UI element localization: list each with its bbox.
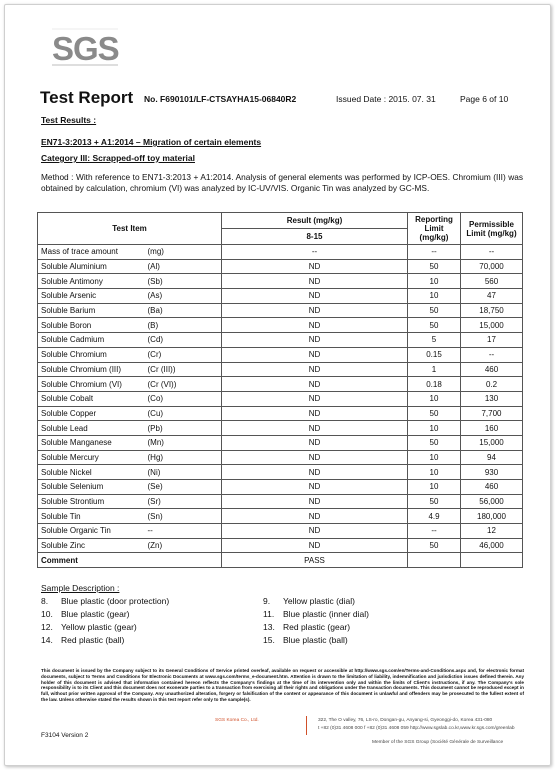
reporting-limit-value: 50 bbox=[408, 259, 461, 274]
reporting-limit-value: 0.15 bbox=[408, 347, 461, 362]
sample-text: Blue plastic (door protection) bbox=[61, 596, 170, 606]
table-row bbox=[38, 259, 523, 274]
result-value: -- bbox=[222, 245, 408, 260]
test-item-name: Soluble Tin bbox=[38, 509, 145, 524]
test-item-name: Soluble Zinc bbox=[38, 538, 145, 553]
reporting-limit-value: -- bbox=[408, 524, 461, 539]
test-item-name: Soluble Mercury bbox=[38, 450, 145, 465]
report-number: No. F690101/LF-CTSAYHA15-06840R2 bbox=[144, 94, 297, 104]
table-row bbox=[38, 289, 523, 304]
result-value: ND bbox=[222, 347, 408, 362]
head-result: Result (mg/kg) bbox=[222, 213, 408, 229]
test-item-symbol: (B) bbox=[145, 318, 222, 333]
permissible-limit-value: 130 bbox=[461, 391, 523, 406]
table-row bbox=[38, 538, 523, 553]
sample-number: 14. bbox=[41, 635, 53, 645]
sample-number: 8. bbox=[41, 596, 49, 606]
test-item-name: Soluble Boron bbox=[38, 318, 145, 333]
table-row bbox=[38, 362, 523, 377]
test-item-name: Soluble Cobalt bbox=[38, 391, 145, 406]
head-permissible-limit: Permissible Limit (mg/kg) bbox=[461, 213, 523, 245]
sample-text: Blue plastic (ball) bbox=[283, 635, 348, 645]
test-item-name: Soluble Lead bbox=[38, 421, 145, 436]
result-value: ND bbox=[222, 303, 408, 318]
permissible-limit-value: 17 bbox=[461, 333, 523, 348]
footer-address: 322, The O valley, 76, LS-ro, Dongan-gu, Anyang-si, Gyeonggi-do, Korea 431-080 bbox=[318, 718, 493, 723]
test-item-symbol: (Cd) bbox=[145, 333, 222, 348]
permissible-limit-value: 560 bbox=[461, 274, 523, 289]
table-row bbox=[38, 303, 523, 318]
table-row bbox=[38, 450, 523, 465]
test-item-name: Soluble Chromium bbox=[38, 347, 145, 362]
comment-row bbox=[38, 553, 523, 568]
permissible-limit-value: 15,000 bbox=[461, 435, 523, 450]
test-item-name: Soluble Aluminium bbox=[38, 259, 145, 274]
sample-item bbox=[263, 622, 350, 634]
permissible-limit-value: -- bbox=[461, 245, 523, 260]
table-row bbox=[38, 480, 523, 495]
reporting-limit-value: -- bbox=[408, 245, 461, 260]
test-item-name: Soluble Chromium (VI) bbox=[38, 377, 145, 392]
test-item-symbol: (Mn) bbox=[145, 435, 222, 450]
result-value: ND bbox=[222, 435, 408, 450]
reporting-limit-value: 50 bbox=[408, 435, 461, 450]
head-reporting-limit: Reporting Limit (mg/kg) bbox=[408, 213, 461, 245]
test-item-symbol: (Sn) bbox=[145, 509, 222, 524]
sgs-logo bbox=[48, 26, 120, 68]
result-value: ND bbox=[222, 509, 408, 524]
comment-rl-empty bbox=[408, 553, 461, 568]
results-table bbox=[37, 212, 523, 568]
reporting-limit-value: 10 bbox=[408, 274, 461, 289]
sample-text: Yellow plastic (dial) bbox=[283, 596, 355, 606]
permissible-limit-value: 70,000 bbox=[461, 259, 523, 274]
reporting-limit-value: 4.9 bbox=[408, 509, 461, 524]
sample-number: 10. bbox=[41, 609, 53, 619]
result-value: ND bbox=[222, 465, 408, 480]
test-item-name: Soluble Strontium bbox=[38, 494, 145, 509]
permissible-limit-value: 46,000 bbox=[461, 538, 523, 553]
disclaimer-text: This document is issued by the Company subject to its General Conditions of Service printed overleaf, available on request or accessible at http://www.sgs.com/en/Terms-and-Conditions.aspx and, for electronic format documents, subject to Terms and Conditions for Electronic Documents at www.sgs.com/terms_e-document.htm. Attention is drawn to the limitation of liability, indemnification and jurisdiction issues defined therein. Any holder of this document is advised that information contained hereon reflects the Company's findings at the time of its intervention only and within the limits of Client's instructions, if any. The Company's sole responsibility is to its Client and this document does not exonerate parties to a transaction from exercising all their rights and obligations under the transaction documents. This document cannot be reproduced except in full, without prior written approval of the Company. Any unauthorized alteration, forgery or falsification of the content or appearance of this document is unlawful and offenders may be prosecuted to the fullest extent of the law. Unless otherwise stated the results shown in this test report refer only to the sample(s). bbox=[41, 668, 524, 702]
sample-text: Red plastic (ball) bbox=[61, 635, 125, 645]
footer-divider bbox=[306, 716, 307, 735]
sample-number: 11. bbox=[263, 609, 275, 619]
test-item-symbol: (Hg) bbox=[145, 450, 222, 465]
permissible-limit-value: 0.2 bbox=[461, 377, 523, 392]
footer-contact: t +82 (0)31 4608 000 f +82 (0)31 4608 059 http://www.sgslab.co.kr,www.kr.sgs.com/greenlab bbox=[318, 726, 515, 731]
result-value: ND bbox=[222, 450, 408, 465]
table-row bbox=[38, 347, 523, 362]
permissible-limit-value: -- bbox=[461, 347, 523, 362]
test-item-symbol: (Pb) bbox=[145, 421, 222, 436]
table-row bbox=[38, 494, 523, 509]
report-header bbox=[40, 88, 520, 110]
result-value: ND bbox=[222, 421, 408, 436]
result-value: ND bbox=[222, 259, 408, 274]
footer-company: SGS Korea Co., Ltd. bbox=[215, 718, 259, 723]
table-row bbox=[38, 318, 523, 333]
reporting-limit-value: 10 bbox=[408, 480, 461, 495]
result-value: ND bbox=[222, 377, 408, 392]
table-row bbox=[38, 377, 523, 392]
method-paragraph: Method : With reference to EN71-3:2013 + A1:2014. Analysis of general elements was performed by ICP-OES. Chromium (III) was obtained by calculation, chromium (VI) was analyzed by IC-UV/VIS. Organic Tin was analyzed by GC-MS. bbox=[41, 172, 523, 193]
table-row bbox=[38, 274, 523, 289]
sample-item bbox=[263, 596, 355, 608]
table-row bbox=[38, 421, 523, 436]
sample-description-heading: Sample Description : bbox=[41, 583, 120, 593]
sample-item bbox=[41, 609, 130, 621]
test-item-name: Soluble Copper bbox=[38, 406, 145, 421]
test-item-name: Soluble Antimony bbox=[38, 274, 145, 289]
test-item-symbol: (Ba) bbox=[145, 303, 222, 318]
sample-number: 12. bbox=[41, 622, 53, 632]
result-value: ND bbox=[222, 494, 408, 509]
permissible-limit-value: 180,000 bbox=[461, 509, 523, 524]
permissible-limit-value: 56,000 bbox=[461, 494, 523, 509]
test-item-symbol: (Sb) bbox=[145, 274, 222, 289]
test-item-symbol: -- bbox=[145, 524, 222, 539]
form-version: F3104 Version 2 bbox=[41, 732, 89, 739]
test-item-name: Mass of trace amount bbox=[38, 245, 145, 260]
test-item-name: Soluble Nickel bbox=[38, 465, 145, 480]
test-item-symbol: (As) bbox=[145, 289, 222, 304]
report-title: Test Report bbox=[40, 88, 134, 107]
test-item-symbol: (Cr (VI)) bbox=[145, 377, 222, 392]
test-item-name: Soluble Manganese bbox=[38, 435, 145, 450]
table-row bbox=[38, 406, 523, 421]
reporting-limit-value: 10 bbox=[408, 421, 461, 436]
permissible-limit-value: 15,000 bbox=[461, 318, 523, 333]
result-value: ND bbox=[222, 362, 408, 377]
sample-number: 15. bbox=[263, 635, 275, 645]
sample-item bbox=[41, 596, 169, 608]
table-row bbox=[38, 524, 523, 539]
sample-item bbox=[41, 635, 124, 647]
test-item-name: Soluble Chromium (III) bbox=[38, 362, 145, 377]
permissible-limit-value: 7,700 bbox=[461, 406, 523, 421]
sample-number: 13. bbox=[263, 622, 275, 632]
test-item-symbol: (Al) bbox=[145, 259, 222, 274]
test-item-name: Soluble Cadmium bbox=[38, 333, 145, 348]
sample-text: Blue plastic (gear) bbox=[61, 609, 130, 619]
comment-label: Comment bbox=[38, 553, 222, 568]
head-test-item: Test Item bbox=[38, 213, 222, 245]
page-number: Page 6 of 10 bbox=[460, 94, 509, 104]
head-sample-id: 8-15 bbox=[222, 229, 408, 245]
result-value: ND bbox=[222, 318, 408, 333]
permissible-limit-value: 460 bbox=[461, 362, 523, 377]
result-value: ND bbox=[222, 391, 408, 406]
test-item-symbol: (Zn) bbox=[145, 538, 222, 553]
table-row bbox=[38, 245, 523, 260]
sample-number: 9. bbox=[263, 596, 271, 606]
result-value: ND bbox=[222, 406, 408, 421]
reporting-limit-value: 0.18 bbox=[408, 377, 461, 392]
category-heading: Category III: Scrapped-off toy material bbox=[41, 153, 195, 163]
test-item-symbol: (Se) bbox=[145, 480, 222, 495]
permissible-limit-value: 160 bbox=[461, 421, 523, 436]
result-value: ND bbox=[222, 333, 408, 348]
table-row bbox=[38, 435, 523, 450]
test-item-symbol: (Cr (III)) bbox=[145, 362, 222, 377]
reporting-limit-value: 5 bbox=[408, 333, 461, 348]
reporting-limit-value: 10 bbox=[408, 465, 461, 480]
reporting-limit-value: 10 bbox=[408, 289, 461, 304]
permissible-limit-value: 94 bbox=[461, 450, 523, 465]
result-value: ND bbox=[222, 538, 408, 553]
reporting-limit-value: 50 bbox=[408, 538, 461, 553]
standard-heading: EN71-3:2013 + A1:2014 – Migration of certain elements bbox=[41, 137, 262, 147]
test-results-heading: Test Results : bbox=[41, 115, 97, 125]
results-body bbox=[38, 245, 523, 553]
permissible-limit-value: 460 bbox=[461, 480, 523, 495]
test-item-name: Soluble Arsenic bbox=[38, 289, 145, 304]
permissible-limit-value: 47 bbox=[461, 289, 523, 304]
reporting-limit-value: 10 bbox=[408, 391, 461, 406]
issued-date: Issued Date : 2015. 07. 31 bbox=[336, 94, 436, 104]
sgs-membership: Member of the SGS Group (Société Générale de Surveillance bbox=[372, 740, 504, 745]
result-value: ND bbox=[222, 289, 408, 304]
table-row bbox=[38, 465, 523, 480]
result-value: ND bbox=[222, 480, 408, 495]
test-item-symbol: (Co) bbox=[145, 391, 222, 406]
reporting-limit-value: 1 bbox=[408, 362, 461, 377]
reporting-limit-value: 50 bbox=[408, 494, 461, 509]
permissible-limit-value: 930 bbox=[461, 465, 523, 480]
sample-text: Blue plastic (inner dial) bbox=[283, 609, 369, 619]
permissible-limit-value: 18,750 bbox=[461, 303, 523, 318]
sample-text: Red plastic (gear) bbox=[283, 622, 351, 632]
comment-pl-empty bbox=[461, 553, 523, 568]
sample-item bbox=[41, 622, 137, 634]
sample-item bbox=[263, 609, 369, 621]
test-item-symbol: (Ni) bbox=[145, 465, 222, 480]
table-row bbox=[38, 391, 523, 406]
reporting-limit-value: 50 bbox=[408, 318, 461, 333]
test-item-name: Soluble Barium bbox=[38, 303, 145, 318]
result-value: ND bbox=[222, 524, 408, 539]
test-item-name: Soluble Selenium bbox=[38, 480, 145, 495]
test-item-symbol: (Cr) bbox=[145, 347, 222, 362]
reporting-limit-value: 50 bbox=[408, 406, 461, 421]
sgs-logo-text: SGS bbox=[52, 30, 119, 67]
sample-item bbox=[263, 635, 348, 647]
test-item-symbol: (Sr) bbox=[145, 494, 222, 509]
test-item-name: Soluble Organic Tin bbox=[38, 524, 145, 539]
sample-text: Yellow plastic (gear) bbox=[61, 622, 137, 632]
permissible-limit-value: 12 bbox=[461, 524, 523, 539]
table-row bbox=[38, 333, 523, 348]
result-value: ND bbox=[222, 274, 408, 289]
table-row bbox=[38, 509, 523, 524]
test-item-symbol: (Cu) bbox=[145, 406, 222, 421]
test-item-symbol: (mg) bbox=[145, 245, 222, 260]
reporting-limit-value: 50 bbox=[408, 303, 461, 318]
comment-value: PASS bbox=[222, 553, 408, 568]
reporting-limit-value: 10 bbox=[408, 450, 461, 465]
